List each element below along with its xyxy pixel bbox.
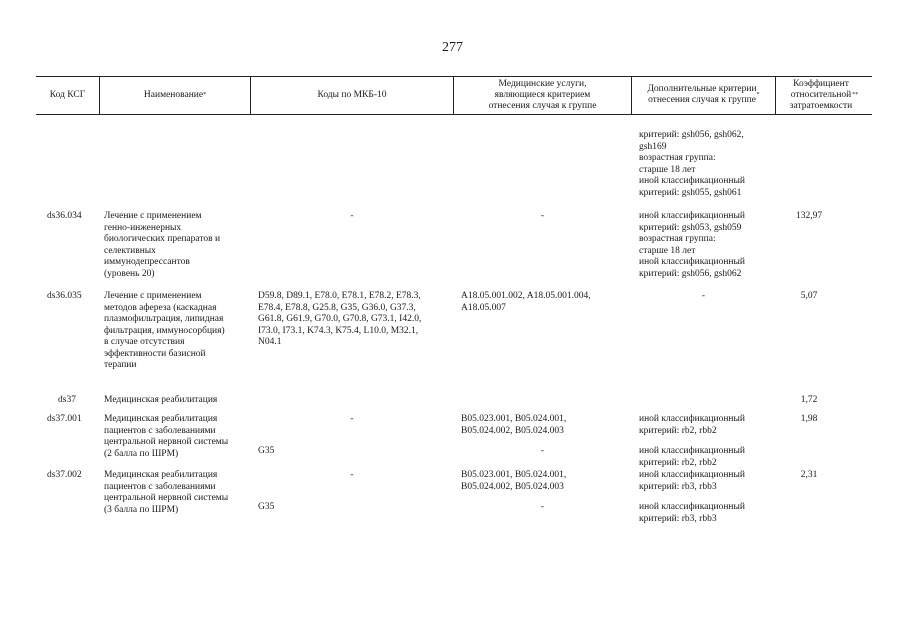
table-row-name: Медицинская реабилитация <box>104 395 218 405</box>
table-row-criteria: иной классификационный критерий: rb3, rbb3 <box>639 470 745 492</box>
table-row-services: A18.05.001.002, A18.05.001.004, A18.05.007 <box>461 291 591 313</box>
table-row-name: Медицинская реабилитация пациентов с заболеваниями центральной нервной системы (3 балла по ШРМ) <box>104 470 229 515</box>
header-coef: Коэффициент относительной затратоемкости ** <box>789 78 859 111</box>
table-row-mkb: - <box>350 470 354 480</box>
table-row-name: Лечение с применением методов афереза (каскадная плазмофильтрация, липидная фильтрация, иммуносорбция) в случае отсутствия эффективности базисной терапии <box>104 291 225 370</box>
table-row-services: - <box>540 446 545 456</box>
table-row-code: ds37.002 <box>47 470 82 480</box>
table-row-code: ds37.001 <box>47 414 82 424</box>
table-row-coef: 1,72 <box>800 395 818 405</box>
table-row-criteria: критерий: gsh056, gsh062, gsh169 возрастная группа: старше 18 лет иной классификационный критерий: gsh055, gsh061 <box>639 130 745 198</box>
table-row-coef: 5,07 <box>800 291 818 301</box>
table-row-criteria: иной классификационный критерий: gsh053, gsh059 возрастная группа: старше 18 лет иной классификационный критерий: gsh056, gsh062 <box>639 211 745 279</box>
table-row-name: Медицинская реабилитация пациентов с заболеваниями центральной нервной системы (2 балла по ШРМ) <box>104 414 229 459</box>
table-row-services: - <box>540 502 545 512</box>
table-row-code: ds37 <box>58 395 76 405</box>
table-row-criteria: иной классификационный критерий: rb3, rbb3 <box>639 502 745 524</box>
table-row-mkb: G35 <box>258 502 275 512</box>
table-header-border <box>36 114 872 115</box>
header-criteria: Дополнительные критерии отнесения случая к группе * <box>647 84 760 105</box>
table-row-mkb: - <box>350 414 354 424</box>
table-row-services: B05.023.001, B05.024.001, B05.024.002, B05.024.003 <box>461 414 567 436</box>
table-row-code: ds36.035 <box>47 291 82 301</box>
table-row-services: B05.023.001, B05.024.001, B05.024.002, B05.024.003 <box>461 470 567 492</box>
table-row-criteria: иной классификационный критерий: rb2, rbb2 <box>639 414 745 436</box>
table-row-coef: 132,97 <box>795 211 823 221</box>
header-services: Медицинские услуги, являющиеся критерием отнесения случая к группе <box>488 78 597 111</box>
table-row-criteria: - <box>701 291 706 301</box>
table-row-services: - <box>540 211 545 221</box>
table-row-mkb: D59.8, D89.1, E78.0, E78.1, E78.2, E78.3, E78.4, E78.8, G25.8, G35, G36.0, G37.3, G61.8, G61.9, G70.0, G70.8, G73.1, I42.0, I73.0, I73.1, K74.3, K75.4, L10.0, M32.1, N04.1 <box>258 291 422 347</box>
table-row-coef: 2,31 <box>800 470 818 480</box>
table-row-code: ds36.034 <box>47 211 82 221</box>
header-name: Наименование * <box>143 89 207 100</box>
header-mkb: Коды по МКБ-10 <box>317 89 387 100</box>
table-row-mkb: G35 <box>258 446 275 456</box>
page-number: 277 <box>442 40 463 55</box>
table-row-coef: 1,98 <box>800 414 818 424</box>
header-code: Код КСГ <box>49 89 86 100</box>
table-row-criteria: иной классификационный критерий: rb2, rbb2 <box>639 446 745 468</box>
table-row-name: Лечение с применением генно-инженерных биологических препаратов и селективных иммунодепрессантов (уровень 20) <box>104 211 221 279</box>
table-row-mkb: - <box>350 211 354 221</box>
